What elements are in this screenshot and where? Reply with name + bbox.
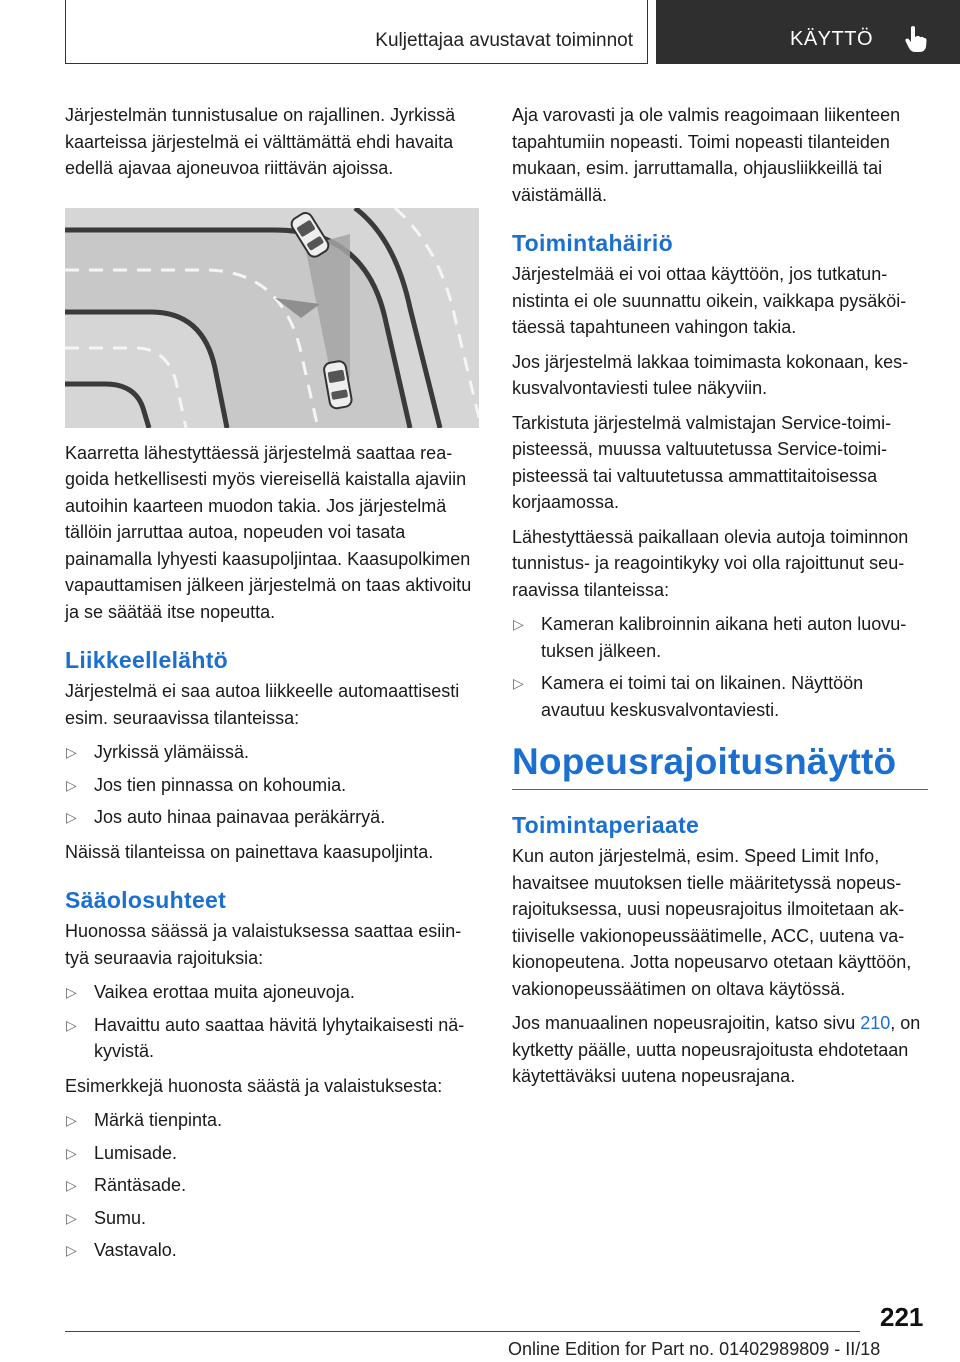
bullet-triangle-icon: ▷ (66, 1209, 77, 1226)
intro-paragraph: Järjestelmän tunnistusalue on rajallinen. Jyrkissä kaarteissa järjestelmä ei välttämättä ehdi havaita edellä ajavaa ajoneuvoa riittävän ajoissa. (65, 105, 456, 178)
bullet-triangle-icon: ▷ (513, 616, 524, 632)
page-reference-link[interactable]: 210 (860, 1013, 891, 1033)
bullet-triangle-icon: ▷ (66, 809, 77, 825)
section-toimintaperiaate (512, 812, 928, 1090)
toimintahairio-p1: Järjestelmää ei voi ottaa käyttöön, jos tutkatunnistinta ei ole suunnattu oikein, vaikkapa pysäköitäessä tapahtuneen vahingon takia. (512, 264, 907, 337)
road-curve-image (65, 208, 479, 428)
toimintahairio-list (512, 611, 928, 723)
bullet-triangle-icon: ▷ (66, 1242, 77, 1258)
pointing-hand-icon (904, 25, 928, 53)
toimintahairio-p3: Tarkistuta järjestelmä valmistajan Service-toimipisteessä, muussa valtuutetussa Service-toimipisteessä tai valtuutetussa ammattitaitoisessa korjaamossa. (512, 412, 892, 512)
liikkeellelahto-after: Näissä tilanteissa on painettava kaasupoljinta. (65, 841, 434, 862)
right-column (512, 102, 928, 1098)
footer-divider (65, 1331, 860, 1332)
bullet-triangle-icon: ▷ (66, 1112, 77, 1128)
bullet-triangle-icon: ▷ (66, 1016, 77, 1033)
footer-edition: Online Edition for Part no. 01402989809 - II/18 (508, 1339, 881, 1359)
bullet-triangle-icon: ▷ (66, 984, 77, 1000)
page-number: 221 (880, 1302, 924, 1332)
examples-intro: Esimerkkejä huonosta säästä ja valaistuksesta: (65, 1075, 443, 1096)
section-saaolosuhteet (65, 887, 479, 1264)
saaolosuhteet-list (65, 979, 479, 1065)
bullet-triangle-icon: ▷ (513, 675, 524, 691)
header-section-title: Kuljettajaa avustavat toiminnot (375, 30, 633, 51)
heading-liikkeellelahto: Liikkeellelähtö (65, 647, 229, 673)
bullet-triangle-icon: ▷ (66, 1177, 77, 1193)
liikkeellelahto-text: Järjestelmä ei saa autoa liikkeelle automaattisesti esim. seuraavissa tilanteissa: (65, 681, 460, 728)
list-item: ▷ Havaittu auto saattaa hävitä lyhytaikaisesti näkyvistä. (65, 1012, 479, 1065)
right-intro-paragraph: Aja varovasti ja ole valmis reagoimaan liikenteen tapahtumiin nopeasti. Toimi nopeasti tilanteiden mukaan, esim. jarruttamalla, ohjausliikkeillä tai väistämällä. (512, 105, 901, 205)
heading-saaolosuhteet: Sääolosuhteet (65, 887, 227, 913)
bullet-triangle-icon: ▷ (66, 776, 77, 793)
saaolosuhteet-text: Huonossa säässä ja valaistuksessa saattaa esiintyä seuraavia rajoituksia: (65, 921, 462, 968)
list-item: ▷ Vastavalo. (65, 1237, 479, 1264)
left-column (65, 102, 479, 1272)
list-item: ▷ Räntäsade. (65, 1172, 479, 1199)
heading-toimintaperiaate: Toimintaperiaate (512, 812, 700, 838)
heading-toimintahairio: Toimintahäiriö (512, 230, 673, 256)
liikkeellelahto-list (65, 739, 479, 831)
bullet-triangle-icon: ▷ (66, 1144, 77, 1161)
toimintaperiaate-p1: Kun auton järjestelmä, esim. Speed Limit Info, havaitsee muutoksen tielle määritetyssä nopeusrajoituksessa, uusi nopeusrajoitus ilmoitetaan aktiiviselle vakionopeussäätimelle, ACC, uutena vakionopeutena. Jotta nopeusarvo otetaan käyttöön, vakionopeussäätimen on oltava käytössä. (512, 846, 912, 999)
section-toimintahairio (512, 230, 928, 723)
list-item: ▷ Märkä tienpinta. (65, 1107, 479, 1134)
toimintahairio-p4: Lähestyttäessä paikallaan olevia autoja toiminnon tunnistus- ja reagointikyky voi olla rajoittunut seuraavissa tilanteissa: (512, 526, 909, 600)
header-chapter-tab (656, 0, 960, 64)
chapter-title: Nopeusrajoitusnäyttö (512, 741, 897, 782)
list-item: ▷ Jos tien pinnassa on kohoumia. (65, 772, 479, 799)
list-item: ▷ Kameran kalibroinnin aikana heti auton luovutuksen jälkeen. (512, 611, 928, 664)
section-liikkeellelahto (65, 647, 479, 865)
examples-list (65, 1107, 479, 1264)
list-item: ▷ Sumu. (65, 1205, 479, 1232)
header-section-box (65, 0, 648, 64)
bullet-triangle-icon: ▷ (66, 744, 77, 760)
chapter-title-block (512, 741, 928, 790)
toimintahairio-p2: Jos järjestelmä lakkaa toimimasta kokonaan, keskusvalvontaviesti tulee näkyviin. (512, 351, 909, 398)
list-item: ▷ Kamera ei toimi tai on likainen. Näyttöön avautuu keskusvalvontaviesti. (512, 670, 928, 723)
list-item: ▷ Jyrkissä ylämäissä. (65, 739, 479, 766)
header-chapter-title: KÄYTTÖ (790, 28, 874, 50)
list-item: ▷ Lumisade. (65, 1140, 479, 1167)
toimintaperiaate-p2: Jos manuaalinen nopeusrajoitin, katso sivu 210, on kytketty päälle, uutta nopeusrajoitusta ehdotetaan käytettäväksi uutena nopeusrajana. (512, 1013, 921, 1086)
list-item: ▷ Jos auto hinaa painavaa peräkärryä. (65, 804, 479, 831)
list-item: ▷ Vaikea erottaa muita ajoneuvoja. (65, 979, 479, 1006)
curve-illustration (65, 208, 479, 428)
figure-caption: Kaarretta lähestyttäessä järjestelmä saattaa reagoida hetkellisesti myös viereisellä kaistalla ajaviin autoihin kaarteen muodon takia. Jos järjestelmä tällöin jarruttaa autoa, nopeuden voi tasata painamalla lyhyesti kaasupoljintaa. Kaasupolkimen vapauttamisen jälkeen järjestelmä on taas aktivoitu ja se säätää itse nopeutta. (65, 442, 472, 622)
